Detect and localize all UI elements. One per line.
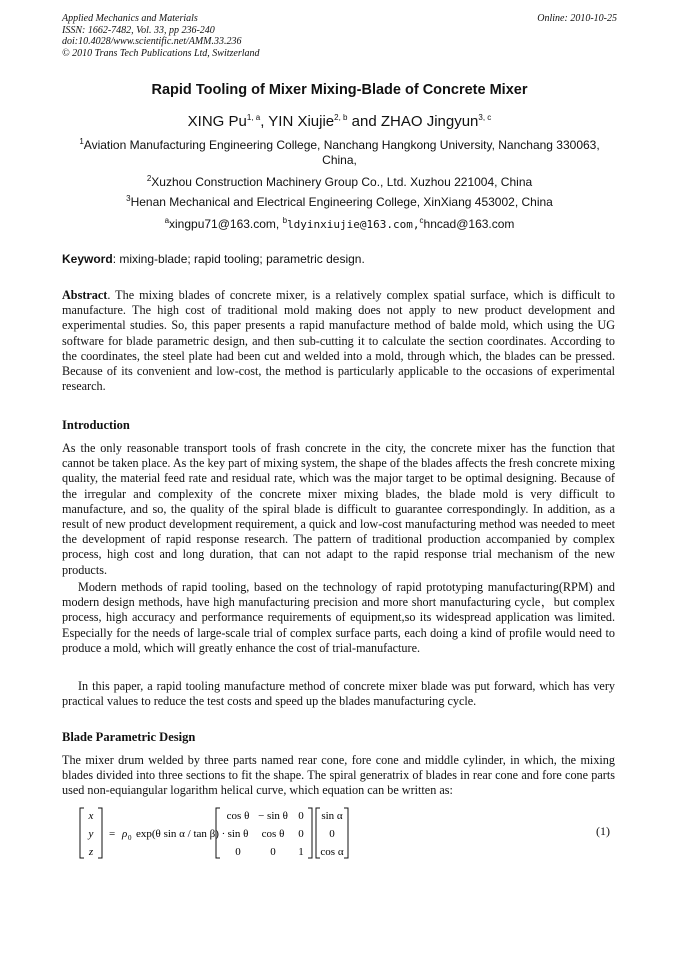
online-date: Online: 2010-10-25	[537, 13, 617, 24]
matrix-cell: 0	[270, 846, 276, 858]
intro-paragraph-1: As the only reasonable transport tools of frash concrete in the city, the concrete mixer has the function that cannot be taken place. As the key part of mixing system, the shape of the blades affects the fresh concrete mixing quality, the material feed rate and residual rate, which was the major target to be optimal designing. Because of the irregular and complexity of the concrete mixer mixing blades, the blade mold is very difficult to manufacture, and so, the quality of the spiral blade is difficult to guarantee correspondingly. In addition, as a result of new product development requirement, a quick and low-cost manufacturing method was needed to meet the development of rapid response research. The pattern of traditional production accompanied by complex process, high cost and long duration, that can not adapt to the rapid response trial mechanism of the new products.	[62, 441, 615, 577]
doi-line[interactable]: doi:10.4028/www.scientific.net/AMM.33.236	[62, 36, 242, 47]
matrix-cell: cos θ	[261, 828, 285, 840]
section-heading-introduction: Introduction	[62, 418, 130, 432]
vector-z: z	[88, 846, 94, 858]
column-cell: 0	[329, 828, 335, 840]
matrix-cell: 0	[298, 828, 304, 840]
author-sup: 3, c	[478, 113, 492, 122]
abstract: Abstract. The mixing blades of concrete mixer, is a relatively complex spatial surface, which is difficult to manufacture. The high cost of traditional mold making does not apply to new product development and experimental studies. So, this paper presents a rapid manufacture method of balde mold, which using the UG software for blade parametric design, and then sub-cutting it to calculate the section coordinates. According to the coordinates, the steel plate had been cut and welded into a mold, through which, the blades can be pressed. Because of its convenient and low-cost, the method is particularly applicable to the occasions of experimental research.	[62, 288, 615, 394]
matrix-cell: sin θ	[227, 828, 249, 840]
affiliation-3: $^3$Henan Mechanical and Electrical Engineering College, XinXiang 453002, China	[126, 194, 553, 209]
rho-symbol: ρ	[122, 828, 128, 840]
blade-paragraph-1: The mixer drum welded by three parts named rear cone, fore cone and middle cylinder, in which, the mixing blades divided into three sections to fit the shape. The spiral generatrix of blades in rear cone and fore cone parts used non-equiangular logarithm helical curve, which equation can be written as:	[62, 753, 615, 798]
author-name: ZHAO Jingyun	[380, 113, 479, 130]
matrix-cell: 0	[235, 846, 241, 858]
vector-y: y	[88, 828, 94, 840]
abstract-label: Abstract	[62, 288, 108, 302]
affiliation-2: $^2$Xuzhou Construction Machinery Group Co., Ltd. Xuzhou 221004, China	[146, 174, 533, 189]
email-link[interactable]: hncad@163.com	[423, 217, 515, 231]
exp-term: exp(θ sin α / tan β) ·	[136, 828, 226, 840]
keywords: Keyword: mixing-blade; rapid tooling; parametric design.	[62, 252, 365, 266]
journal-name: Applied Mechanics and Materials	[62, 13, 198, 24]
email-link[interactable]: ldyinxiujie@163.com,	[287, 218, 420, 231]
copyright-line: © 2010 Trans Tech Publications Ltd, Switzerland	[62, 47, 260, 59]
page-header	[62, 13, 617, 59]
column-cell: sin α	[321, 810, 343, 822]
equation-number: (1)	[596, 824, 610, 838]
intro-paragraph-2: Modern methods of rapid tooling, based on the technology of rapid prototyping manufacturing(RPM) and modern design methods, have high manufacturing precision and more short manufacturing cycle，but complex process, high accuracy and performance requirements of equipment,so its widespread application was limited. Especially for the needs of large-scale trial of complex surface parts, each doing a kind of profile would need to produce a mold, which will greatly enhance the cost of trial-manufacture.	[62, 580, 615, 655]
paper-title: Rapid Tooling of Mixer Mixing-Blade of Concrete Mixer	[151, 82, 528, 98]
section-heading-blade-design: Blade Parametric Design	[62, 730, 196, 744]
issn-line: ISSN: 1662-7482, Vol. 33, pp 236-240	[62, 24, 215, 36]
email-link[interactable]: xingpu71@163.com,	[169, 217, 283, 231]
author-name: YIN Xiujie	[268, 113, 335, 130]
email-line: $^a$xingpu71@163.com, $^b$ldyinxiujie@163.com,$^c$hncad@163.com	[164, 216, 515, 231]
affiliation-1: $^1$Aviation Manufacturing Engineering College, Nanchang Hangkong University, Nanchang 330063, China,	[79, 137, 600, 167]
author-sup: 2, b	[334, 113, 348, 122]
author-line: XING Pu$^{1, a}$, YIN Xiujie$^{2, b}$ and ZHAO Jingyun$^{3, c}$	[187, 113, 492, 130]
column-cell: cos α	[320, 846, 344, 858]
intro-paragraph-3: In this paper, a rapid tooling manufacture method of concrete mixer blade was put forward, which has very practical values to reduce the test costs and speed up the blades manufacturing cycle.	[62, 679, 615, 709]
equals-sign: =	[109, 828, 116, 840]
rho-subscript: 0	[128, 834, 132, 842]
matrix-cell: − sin θ	[258, 810, 288, 822]
author-sup: 1, a	[246, 113, 261, 122]
matrix-cell: cos θ	[226, 810, 250, 822]
matrix-cell: 1	[298, 846, 304, 858]
equation-1	[78, 806, 618, 860]
author-name: XING Pu	[187, 113, 247, 130]
matrix-cell: 0	[298, 810, 304, 822]
keywords-label: Keyword	[62, 252, 113, 266]
vector-x: x	[88, 810, 94, 822]
